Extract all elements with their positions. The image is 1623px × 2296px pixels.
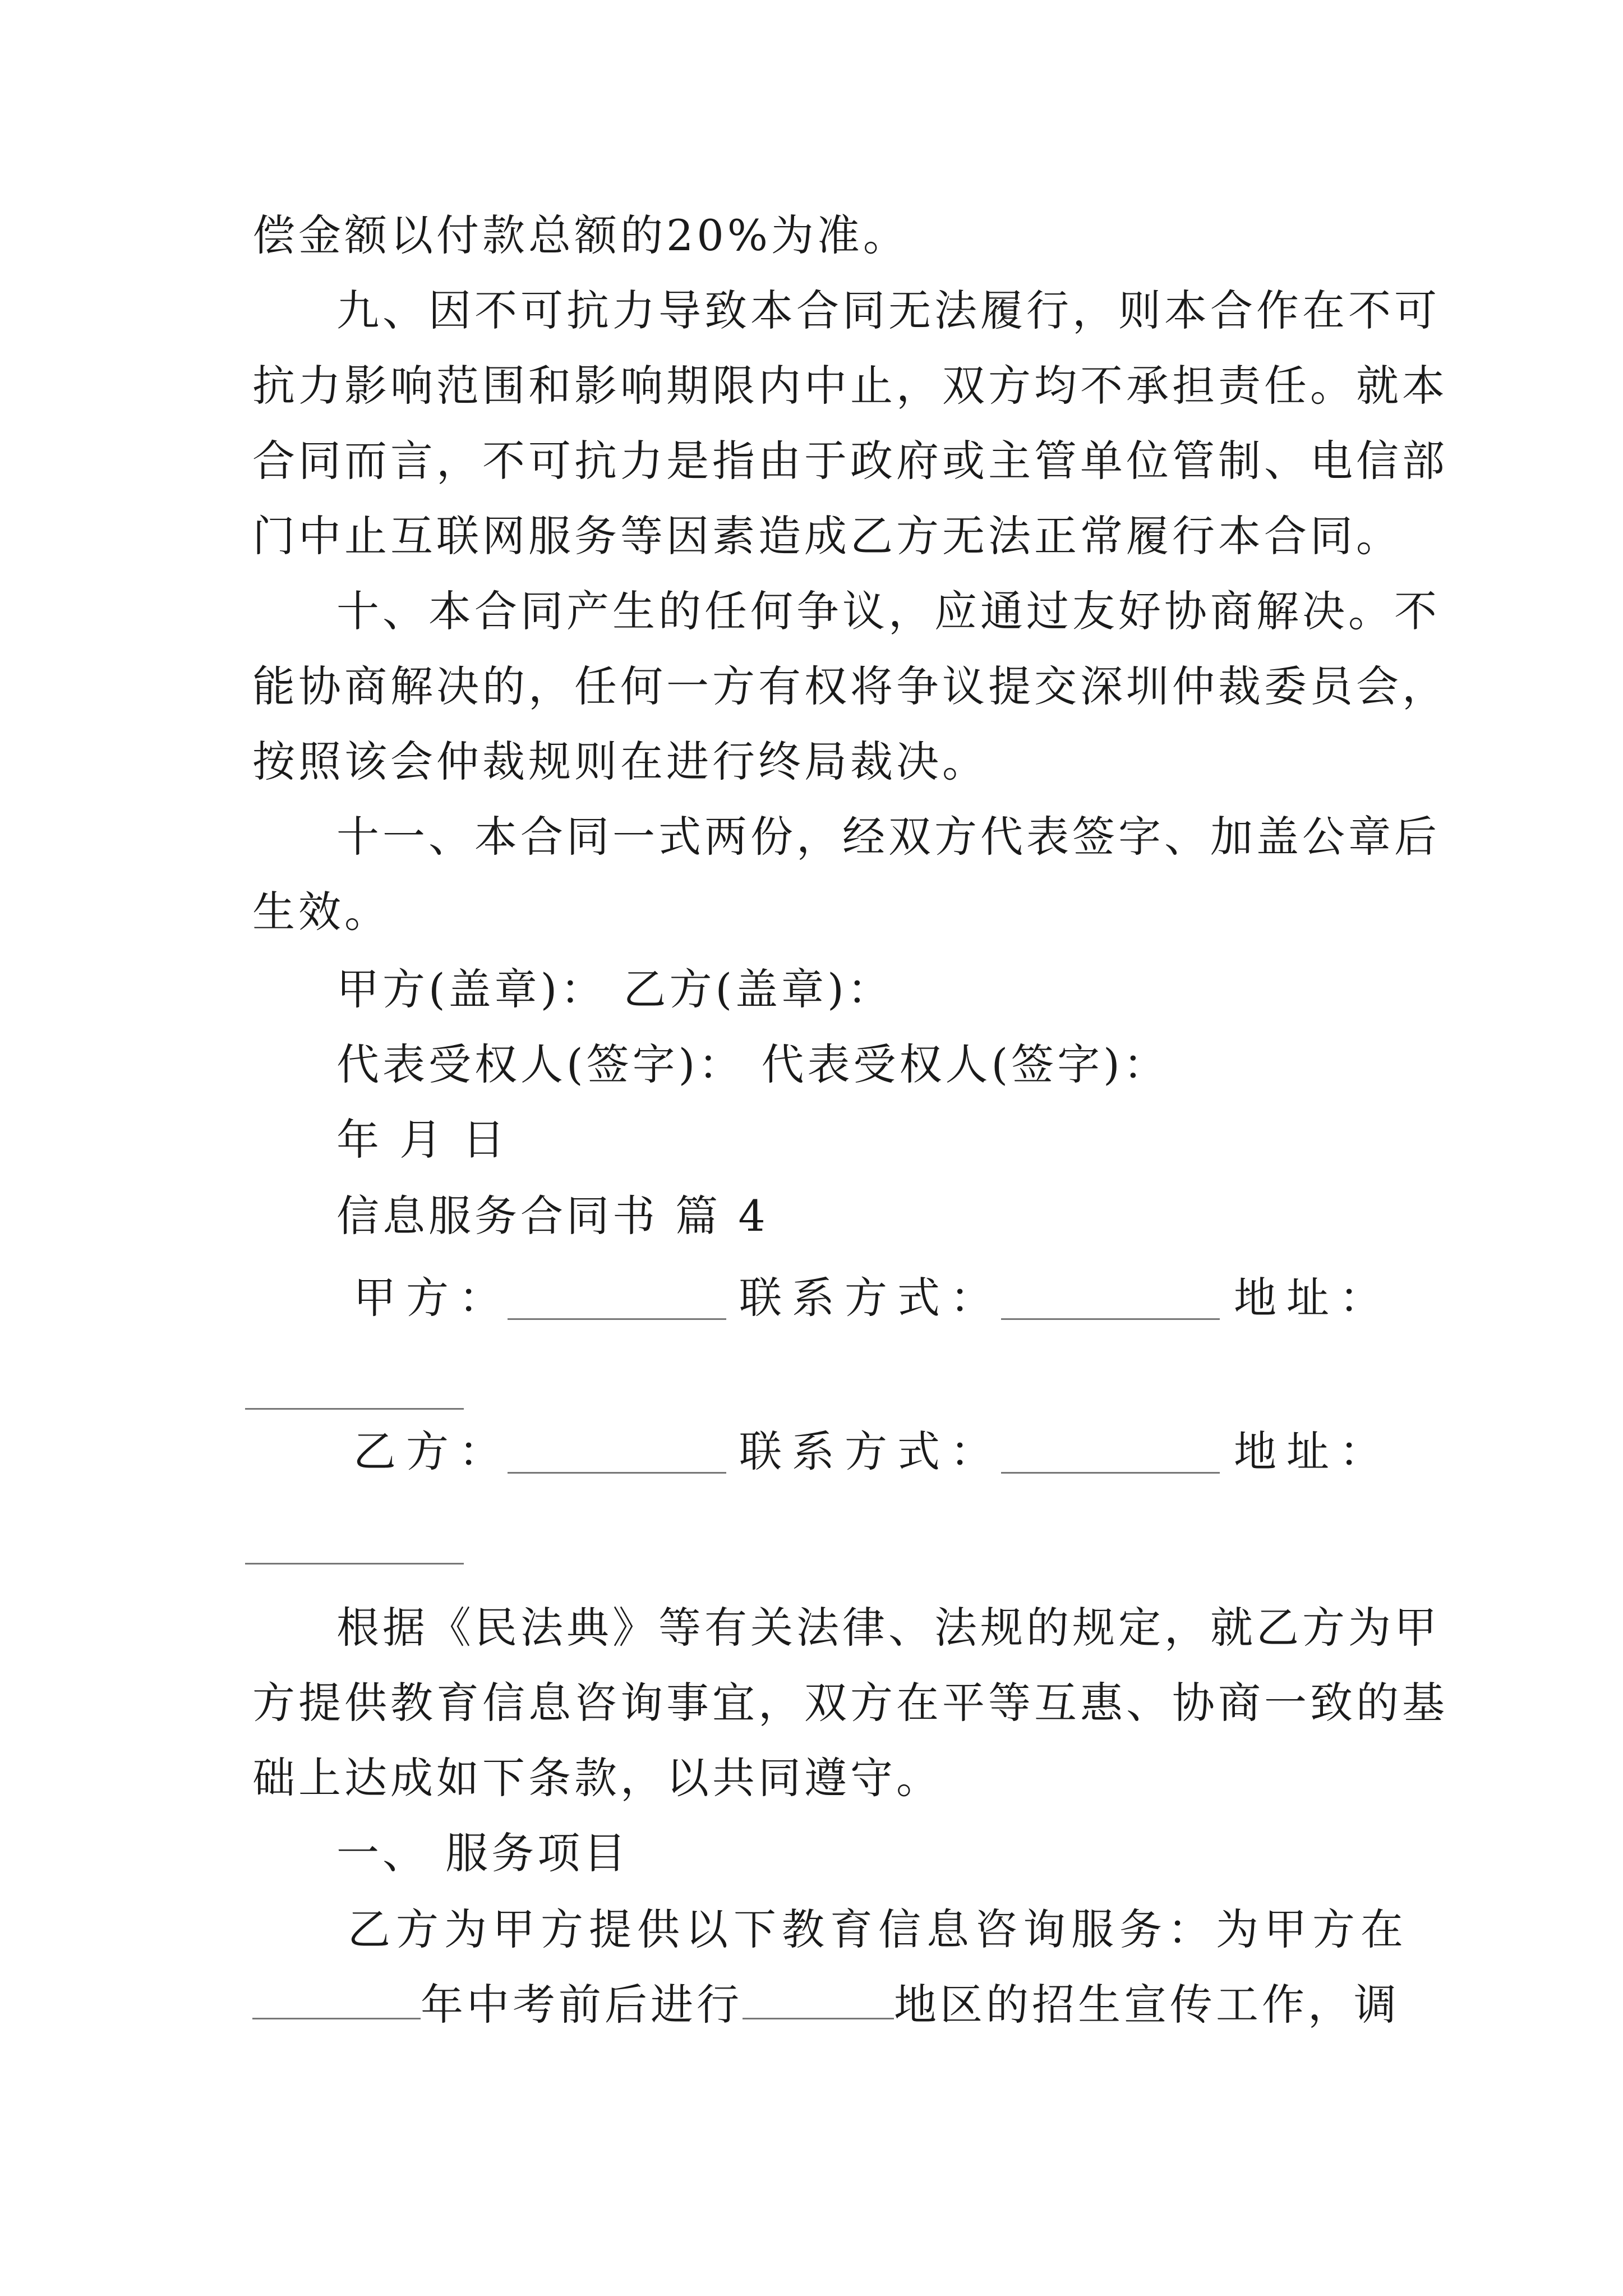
service-line: 乙方为甲方提供以下教育信息咨询服务：为甲方在 xyxy=(348,1904,1409,1954)
party-b-contact-label: 联系方式： xyxy=(739,1427,1003,1476)
party-a-contact-label: 联系方式： xyxy=(739,1273,1003,1323)
intro-line: 根据《民法典》等有关法律、法规的规定，就乙方为甲 xyxy=(336,1603,1440,1653)
party-b-name-blank xyxy=(508,1472,726,1474)
clause-9-line: 抗力影响范围和影响期限内中止，双方均不承担责任。就本 xyxy=(252,361,1448,411)
year-blank xyxy=(252,1984,421,2019)
clause-10-line: 能协商解决的，任何一方有权将争议提交深圳仲裁委员会， xyxy=(252,661,1448,711)
party-a-address-blank xyxy=(245,1408,464,1410)
intro-line: 方提供教育信息咨询事宜，双方在平等互惠、协商一致的基 xyxy=(252,1678,1448,1728)
clause-10-line: 十、本合同产生的任何争议，应通过友好协商解决。不 xyxy=(336,586,1440,636)
section-heading: 信息服务合同书 篇 4 xyxy=(336,1191,769,1241)
service-text-b: 地区的招生宣传工作，调 xyxy=(894,1980,1400,2030)
party-a-name-blank xyxy=(508,1318,726,1320)
party-a-contact-blank xyxy=(1001,1318,1220,1320)
party-a-label: 甲方： xyxy=(353,1273,511,1323)
party-a-address-label: 地址： xyxy=(1234,1273,1392,1323)
party-b-address-blank xyxy=(245,1563,464,1565)
clause-11-line: 十一、本合同一式两份，经双方代表签字、加盖公章后 xyxy=(336,812,1440,862)
clause-11-line: 生效。 xyxy=(252,887,390,937)
signature-party-line: 甲方(盖章)： 乙方(盖章)： xyxy=(336,964,893,1014)
service-line-2 xyxy=(252,1978,1400,2032)
intro-line: 础上达成如下条款，以共同遵守。 xyxy=(252,1753,942,1803)
clause-9-line: 门中止互联网服务等因素造成乙方无法正常履行本合同。 xyxy=(252,511,1402,561)
clause-9-line: 九、因不可抗力导致本合同无法履行，则本合作在不可 xyxy=(336,286,1440,335)
service-text-a: 年中考前后进行 xyxy=(421,1980,743,2030)
party-b-label: 乙方： xyxy=(353,1427,511,1476)
party-b-contact-blank xyxy=(1001,1472,1220,1474)
clause-10-line: 按照该会仲裁规则在进行终局裁决。 xyxy=(252,737,988,786)
clause-9-line: 合同而言，不可抗力是指由于政府或主管单位管制、电信部 xyxy=(252,436,1448,486)
party-b-address-label: 地址： xyxy=(1234,1427,1392,1476)
paragraph-line: 偿金额以付款总额的20%为准。 xyxy=(252,210,909,260)
date-line: 年 月 日 xyxy=(336,1115,509,1165)
section-1-title: 一、 服务项目 xyxy=(336,1828,630,1878)
region-blank xyxy=(743,1984,894,2019)
signature-rep-line: 代表受权人(签字)： 代表受权人(签字)： xyxy=(336,1039,1169,1089)
